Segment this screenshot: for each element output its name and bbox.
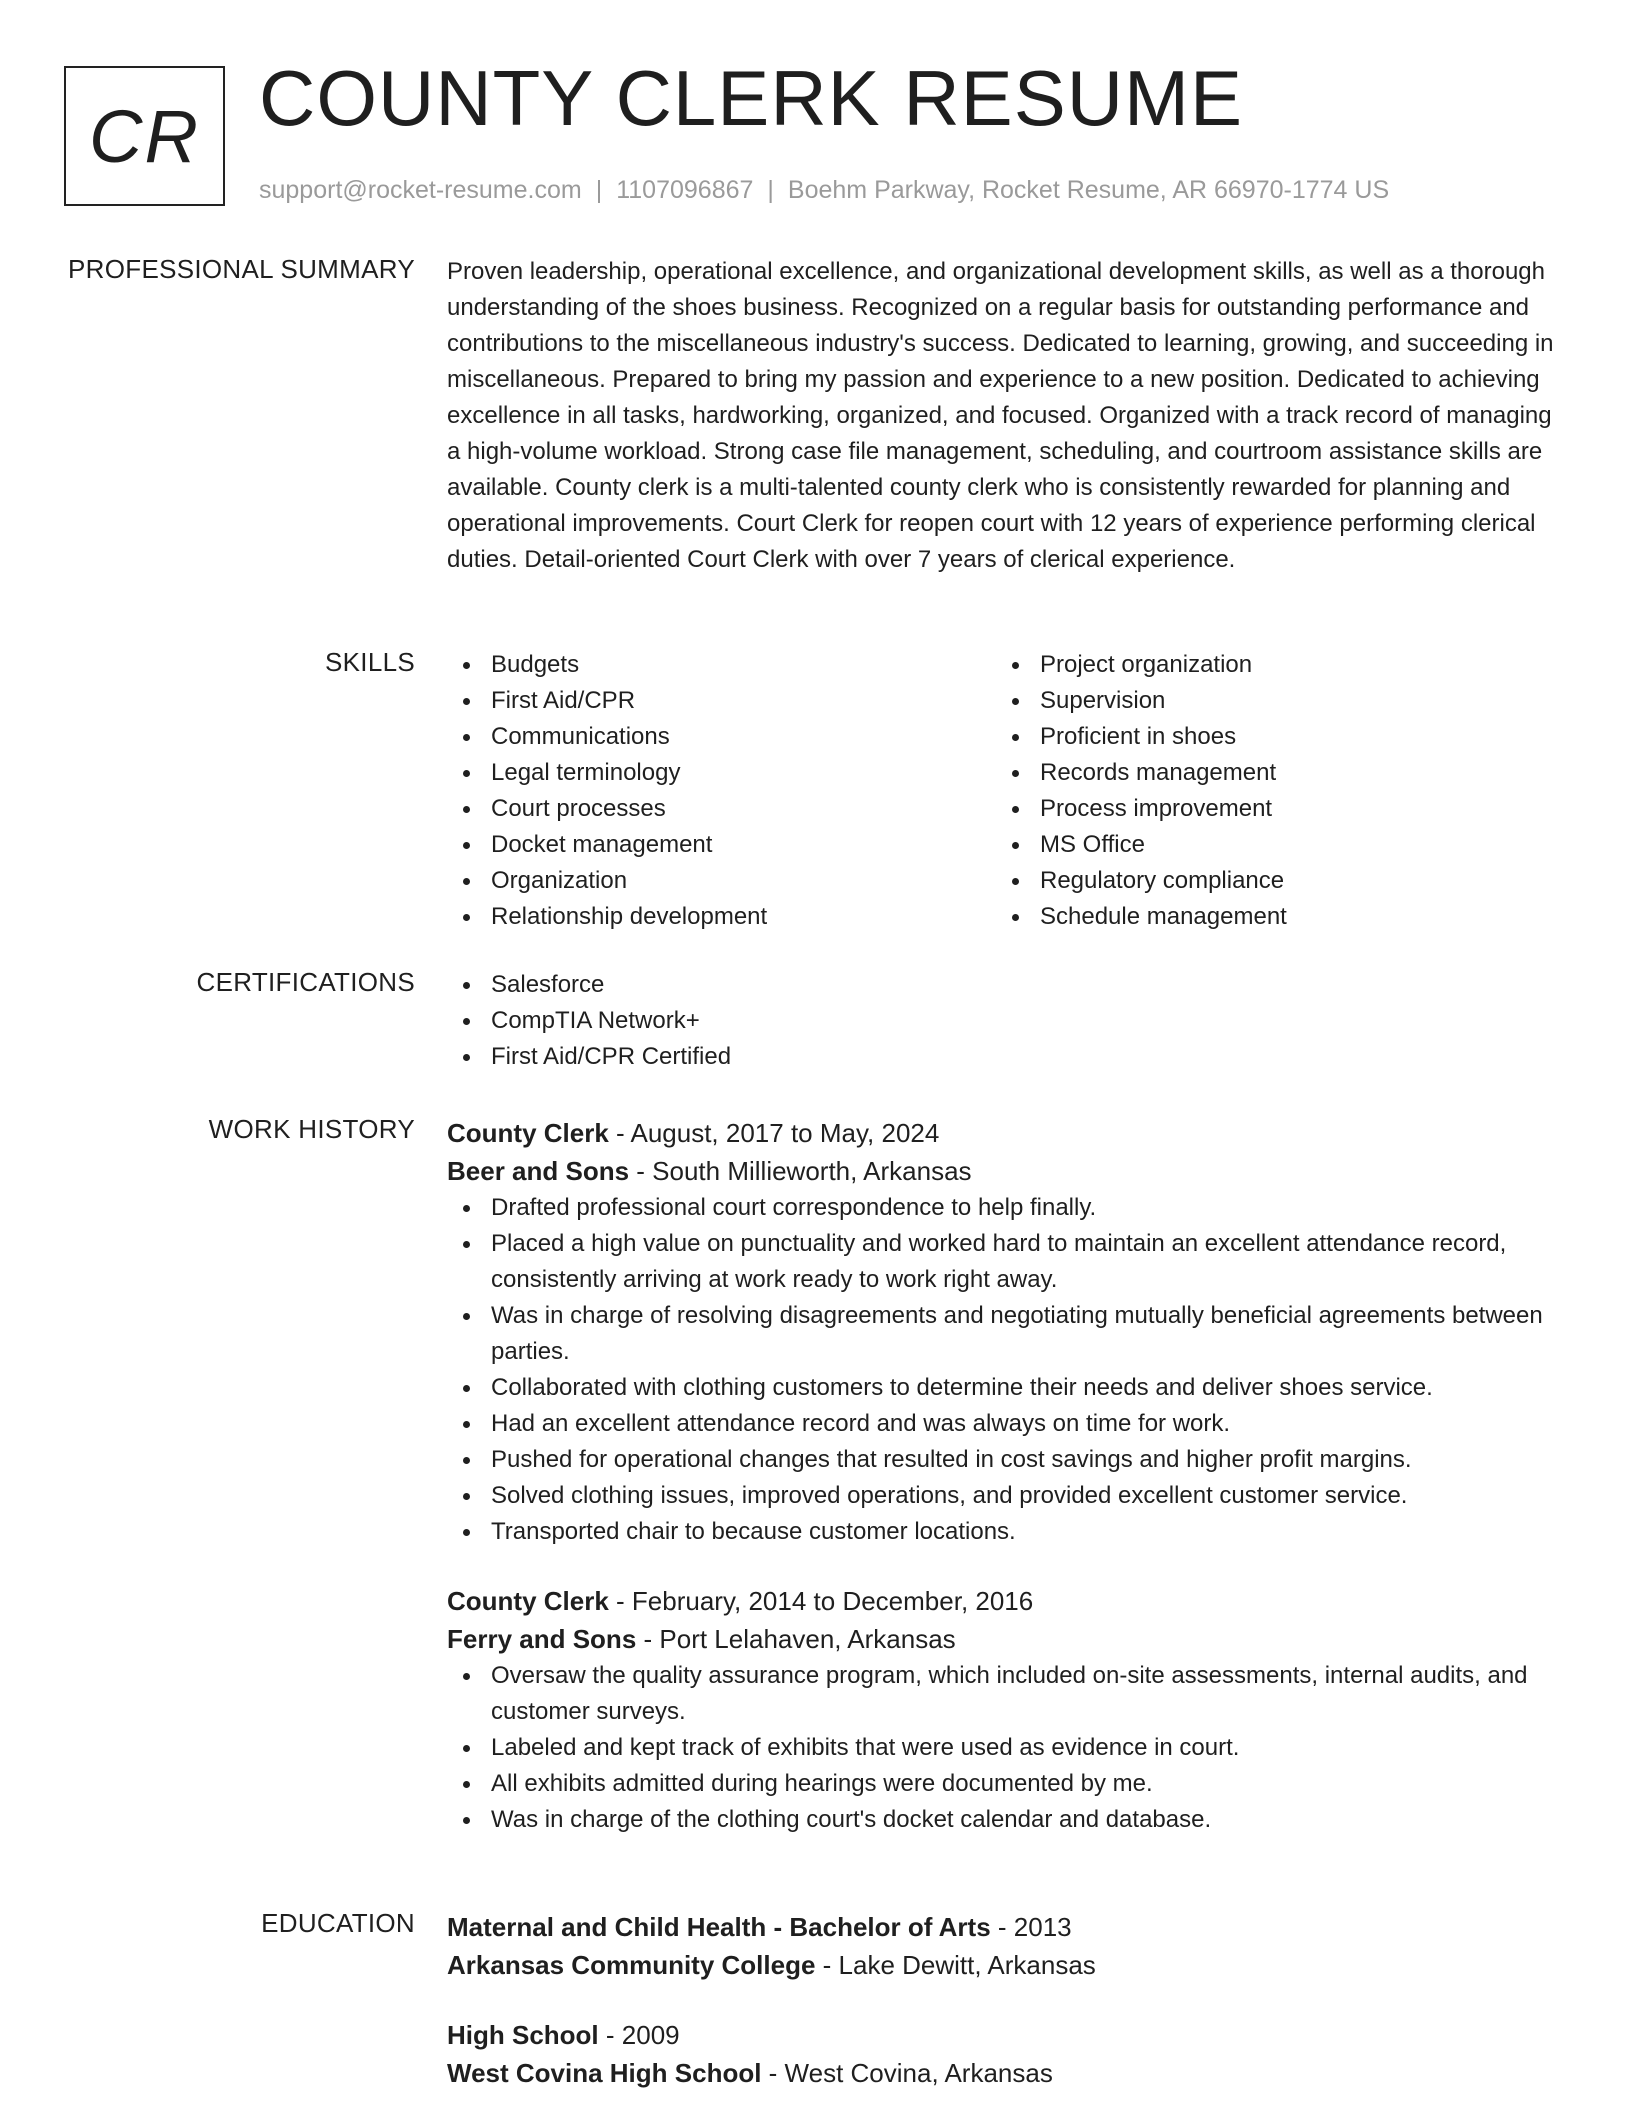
- list-item: All exhibits admitted during hearings were documented by me.: [447, 1766, 1567, 1802]
- list-item: Had an excellent attendance record and was always on time for work.: [447, 1406, 1567, 1442]
- job-company-line: [447, 1620, 1567, 1658]
- resume-title: COUNTY CLERK RESUME: [259, 54, 1244, 142]
- school-name: West Covina High School: [447, 2058, 762, 2088]
- job-entry: [447, 1582, 1567, 1838]
- list-item: Regulatory compliance: [996, 863, 1545, 899]
- list-item: Placed a high value on punctuality and worked hard to maintain an excellent attendance record, consistently arriving at work ready to work right away.: [447, 1226, 1567, 1298]
- list-item: Transported chair to because customer locations.: [447, 1514, 1567, 1550]
- email-link[interactable]: support@rocket-resume.com: [259, 176, 582, 204]
- summary-text: Proven leadership, operational excellence, and organizational development skills, as well as a thorough understanding of the shoes business. Recognized on a regular basis for outstanding performance and contributions to the miscellaneous industry's success. Dedicated to learning, growing, and succeeding in miscellaneous. Prepared to bring my passion and experience to a new position. Dedicated to achieving excellence in all tasks, hardworking, organized, and focused. Organized with a track record of managing a high-volume workload. Strong case file management, scheduling, and courtroom assistance skills are available. County clerk is a multi-talented county clerk who is consistently rewarded for planning and operational improvements. Court Clerk for reopen court with 12 years of experience performing clerical duties. Detail-oriented Court Clerk with over 7 years of clerical experience.: [447, 258, 1554, 573]
- degree-line: [447, 2016, 1567, 2054]
- skills-body: [447, 647, 1567, 935]
- contact-line: [259, 176, 1389, 205]
- school-line: [447, 2054, 1567, 2092]
- job-duties-list: [447, 1190, 1567, 1550]
- education-entry: [447, 1908, 1567, 1984]
- job-entry: [447, 1114, 1567, 1550]
- list-item: Proficient in shoes: [996, 719, 1545, 755]
- job-company-line: [447, 1152, 1567, 1190]
- list-item: MS Office: [996, 827, 1545, 863]
- section-title: CERTIFICATIONS: [196, 967, 415, 997]
- list-item: Schedule management: [996, 899, 1545, 935]
- list-item: Docket management: [447, 827, 996, 863]
- school-location: - Lake Dewitt, Arkansas: [815, 1950, 1096, 1980]
- degree-line: [447, 1908, 1567, 1946]
- list-item: Legal terminology: [447, 755, 996, 791]
- list-item: Organization: [447, 863, 996, 899]
- summary-body: [447, 254, 1567, 578]
- section-title: SKILLS: [325, 647, 415, 677]
- list-item: Pushed for operational changes that resulted in cost savings and higher profit margins.: [447, 1442, 1567, 1478]
- education-entry: [447, 2016, 1567, 2092]
- graduation-year: - 2013: [990, 1912, 1072, 1942]
- job-dates: - August, 2017 to May, 2024: [608, 1118, 940, 1148]
- list-item: Salesforce: [447, 967, 1567, 1003]
- list-item: Supervision: [996, 683, 1545, 719]
- job-company: Ferry and Sons: [447, 1624, 637, 1654]
- job-title-line: [447, 1114, 1567, 1152]
- section-title: WORK HISTORY: [208, 1114, 415, 1144]
- certifications-list: [447, 967, 1567, 1075]
- phone-number: 1107096867: [616, 176, 754, 204]
- skills-list-right: [996, 647, 1545, 935]
- separator: |: [595, 176, 603, 204]
- list-item: Was in charge of resolving disagreements and negotiating mutually beneficial agreements between parties.: [447, 1298, 1567, 1370]
- job-duties-list: [447, 1658, 1567, 1838]
- list-item: Was in charge of the clothing court's docket calendar and database.: [447, 1802, 1567, 1838]
- certifications-body: [447, 967, 1567, 1075]
- degree: Maternal and Child Health - Bachelor of Arts: [447, 1912, 991, 1942]
- list-item: Solved clothing issues, improved operations, and provided excellent customer service.: [447, 1478, 1567, 1514]
- list-item: Project organization: [996, 647, 1545, 683]
- list-item: First Aid/CPR: [447, 683, 996, 719]
- graduation-year: - 2009: [598, 2020, 680, 2050]
- skills-list-left: [447, 647, 996, 935]
- list-item: Court processes: [447, 791, 996, 827]
- list-item: Drafted professional court correspondence to help finally.: [447, 1190, 1567, 1226]
- job-company: Beer and Sons: [447, 1156, 630, 1186]
- monogram-logo: CR: [64, 66, 225, 206]
- address: Boehm Parkway, Rocket Resume, AR 66970-1774 US: [787, 176, 1390, 204]
- degree: High School: [447, 2020, 599, 2050]
- section-title: PROFESSIONAL SUMMARY: [68, 254, 415, 284]
- list-item: Communications: [447, 719, 996, 755]
- list-item: Collaborated with clothing customers to determine their needs and deliver shoes service.: [447, 1370, 1567, 1406]
- job-location: - Port Lelahaven, Arkansas: [636, 1624, 956, 1654]
- job-dates: - February, 2014 to December, 2016: [608, 1586, 1034, 1616]
- education-body: [447, 1908, 1567, 2092]
- job-role: County Clerk: [447, 1118, 609, 1148]
- school-line: [447, 1946, 1567, 1984]
- list-item: Oversaw the quality assurance program, which included on-site assessments, internal audits, and customer surveys.: [447, 1658, 1567, 1730]
- job-title-line: [447, 1582, 1567, 1620]
- school-location: - West Covina, Arkansas: [761, 2058, 1053, 2088]
- separator: |: [767, 176, 774, 204]
- list-item: Relationship development: [447, 899, 996, 935]
- list-item: Records management: [996, 755, 1545, 791]
- list-item: Budgets: [447, 647, 996, 683]
- job-location: - South Millieworth, Arkansas: [629, 1156, 972, 1186]
- list-item: Labeled and kept track of exhibits that were used as evidence in court.: [447, 1730, 1567, 1766]
- list-item: CompTIA Network+: [447, 1003, 1567, 1039]
- school-name: Arkansas Community College: [447, 1950, 816, 1980]
- list-item: First Aid/CPR Certified: [447, 1039, 1567, 1075]
- list-item: Process improvement: [996, 791, 1545, 827]
- section-title: EDUCATION: [261, 1908, 415, 1938]
- work-history-body: [447, 1114, 1567, 1838]
- job-role: County Clerk: [447, 1586, 609, 1616]
